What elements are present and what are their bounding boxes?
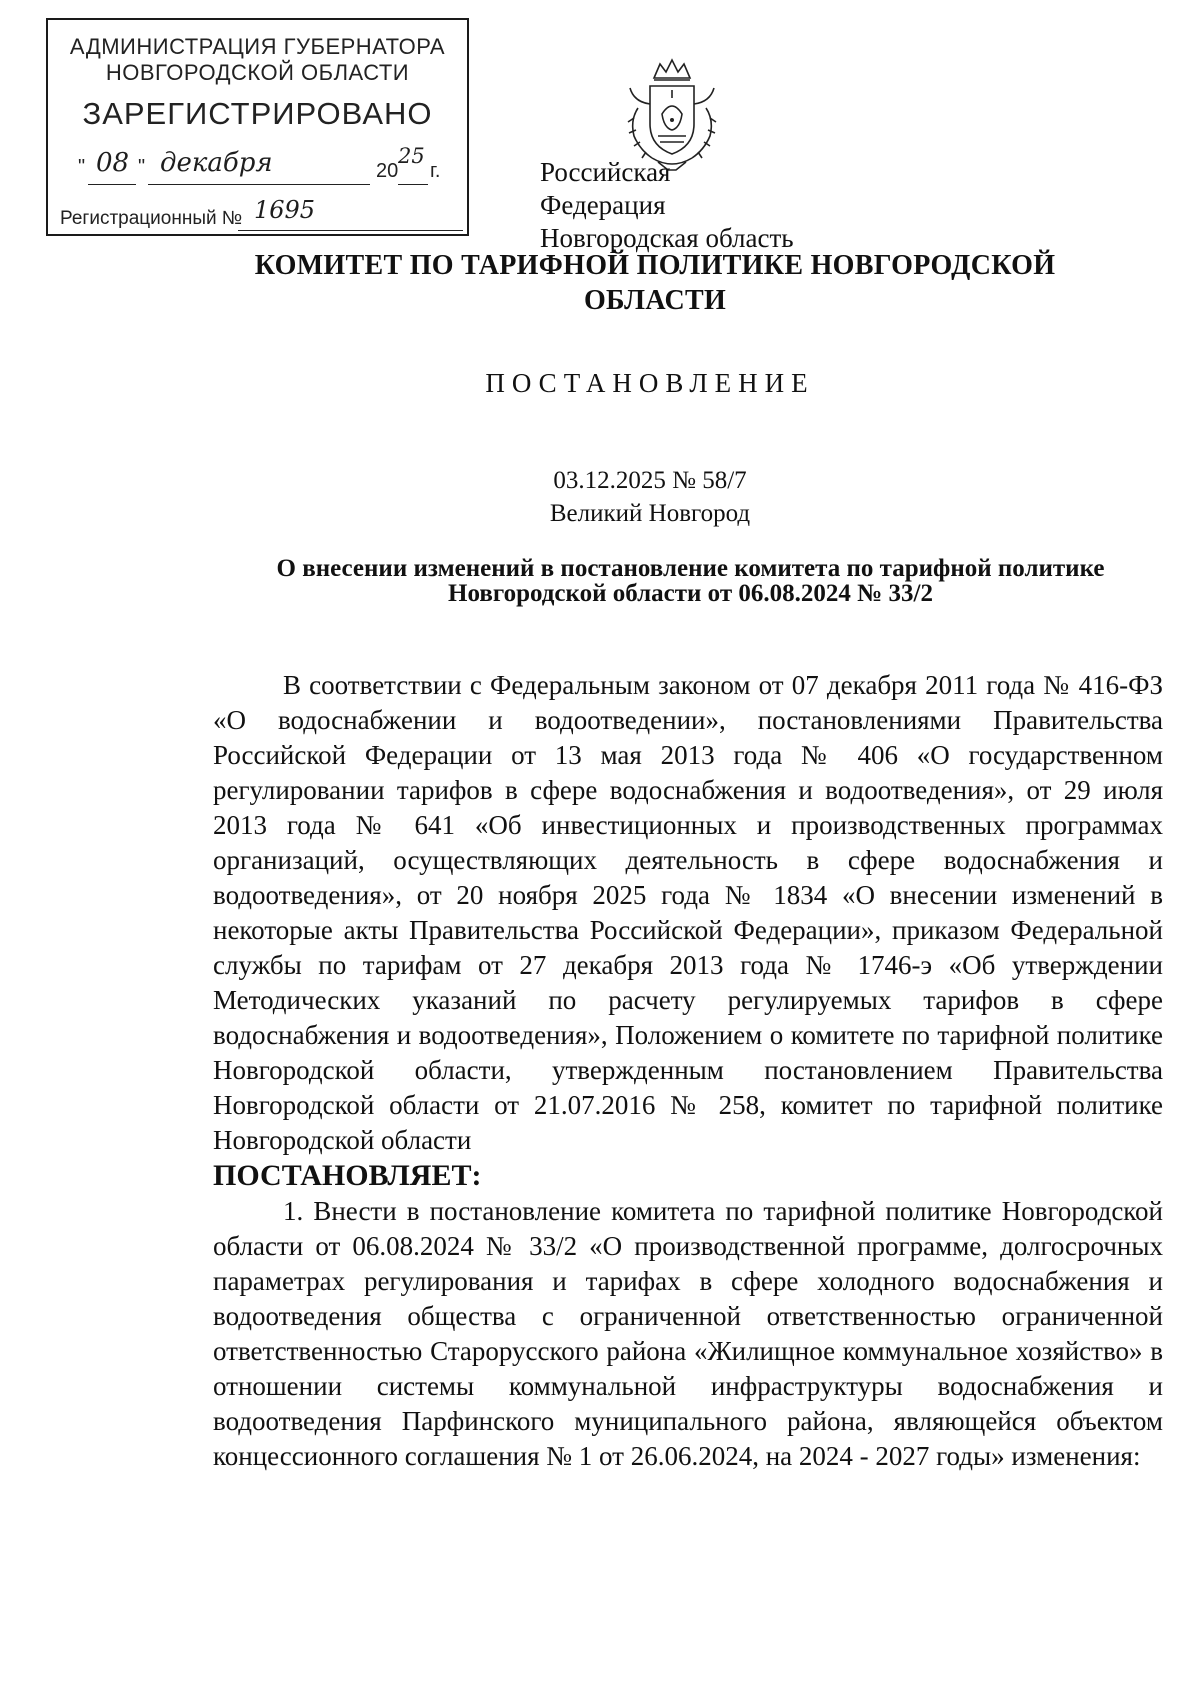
decree-heading: ПОСТАНОВЛЯЕТ: [213,1159,482,1192]
committee-title-line1: КОМИТЕТ ПО ТАРИФНОЙ ПОЛИТИКЕ НОВГОРОДСКОЙ [254,250,1056,281]
document-number-block [500,464,800,530]
committee-title-line2: ОБЛАСТИ [583,285,727,316]
stamp-org-line1: АДМИНИСТРАЦИЯ ГУБЕРНАТОРА [69,34,446,59]
region-name: Новгородская область [540,223,794,253]
stamp-year-unit: г. [430,160,441,182]
stamp-year-prefix: 20 [376,160,399,182]
item-1-paragraph: 1. Внести в постановление комитета по тарифной политике Новгородской области от 06.08.2024 № 33/2 «О производственной программе, долгосрочных параметрах регулирования и тарифах в сфере холодного водоснабжения и водоотведения общества с ограниченной ответственностью ограниченной ответственностью Старорусского района «Жилищное коммунальное хозяйство» в отношении системы коммунальной инфраструктуры водоснабжения и водоотведения Парфинского муниципального района, являющейся объектом концессионного соглашения № 1 от 26.06.2024, на 2024 - 2027 годы» изменения: [213,1196,1163,1471]
subject-line1: О внесении изменений в постановление комитета по тарифной политике [276,555,1105,582]
document-type: ПОСТАНОВЛЕНИЕ [485,368,815,398]
preamble-paragraph: В соответствии с Федеральным законом от 07 декабря 2011 года № 416-ФЗ «О водоснабжении и водоотведении», постановлениями Правительства Российской Федерации от 13 мая 2013 года № 406 «О государственном регулировании тарифов в сфере водоснабжения и водоотведения», от 29 июля 2013 года № 641 «Об инвестиционных и производственных программах организаций, осуществляющих деятельность в сфере водоснабжения и водоотведения», от 20 ноября 2025 года № 1834 «О внесении изменений в некоторые акты Правительства Российской Федерации», приказом Федеральной службы по тарифам от 27 декабря 2013 года № 1746-э «Об утверждении Методических указаний по расчету регулируемых тарифов в сфере водоснабжения и водоотведения», Положением о комитете по тарифной политике Новгородской области, утвержденным постановлением Правительства Новгородской области от 21.07.2016 № 258, комитет по тарифной политике Новгородской области [213,670,1163,1155]
document-body [213,668,1163,1474]
document-date-number: 03.12.2025 № 58/7 [553,467,747,494]
stamp-year-suffix: 25 [398,144,425,168]
stamp-org-line2: НОВГОРОДСКОЙ ОБЛАСТИ [105,60,410,85]
stamp-regnum-label: Регистрационный № [60,208,243,229]
subject-line2: Новгородской области от 06.08.2024 № 33/2 [448,580,933,607]
stamp-regnum-value: 1695 [254,196,316,224]
committee-title [220,248,1090,318]
document-city: Великий Новгород [549,500,751,527]
stamp-regnum-line [60,196,460,234]
document-subject [213,556,1168,606]
registration-stamp [46,18,469,236]
stamp-day: 08 [96,148,130,178]
stamp-month: декабря [160,148,273,178]
country-region-block [540,156,800,255]
stamp-registered: ЗАРЕГИСТРИРОВАНО [82,96,433,131]
stamp-date-line: " 08 " декабря 20 25 г. [78,154,458,194]
country-name: Российская Федерация [540,157,671,220]
